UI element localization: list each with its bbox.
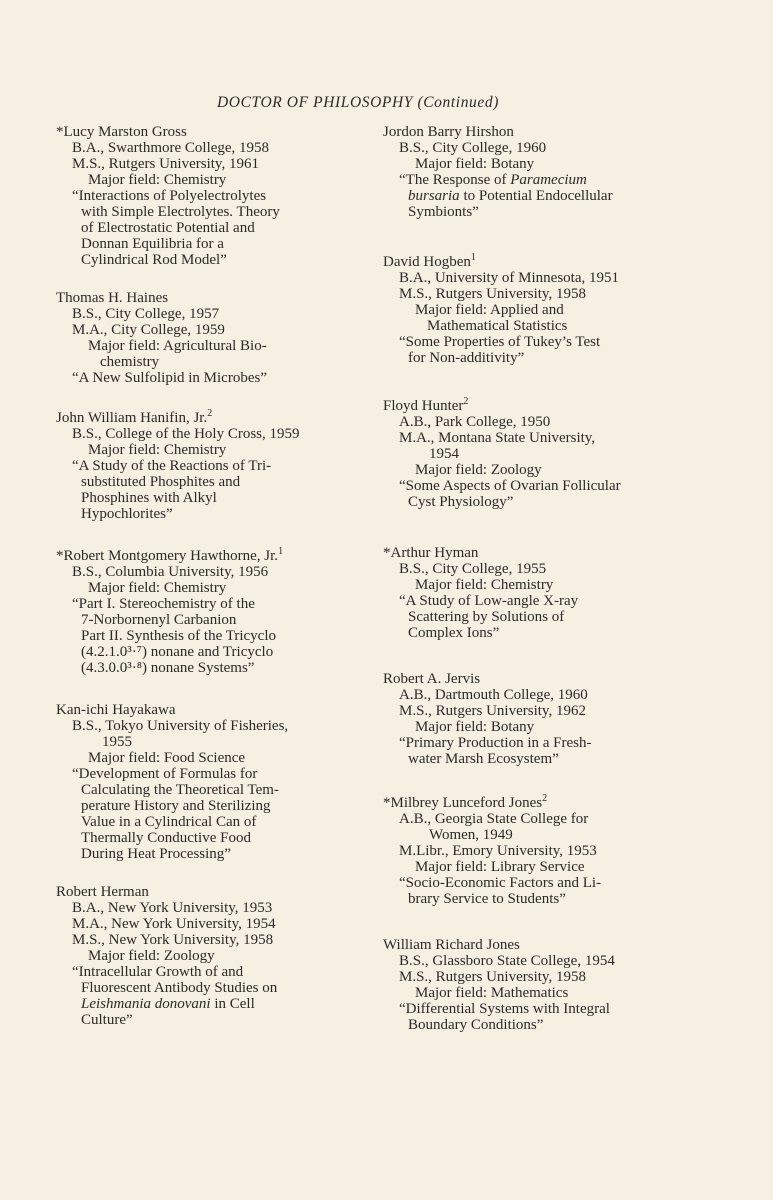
major-field-text: Major field: Agricultural Bio- <box>88 338 267 354</box>
dissertation-title <box>383 593 703 641</box>
dissertation-title-line: 7-Norbornenyl Carbanion <box>81 612 237 628</box>
degree-text: B.S., Columbia University, 1956 <box>72 564 269 580</box>
dissertation-title-line: Calculating the Theoretical Tem- <box>81 782 279 798</box>
dissertation-title-line: Thermally Conductive Food <box>81 830 251 846</box>
graduate-entry <box>383 254 703 366</box>
name-text: *Lucy Marston Gross <box>56 124 187 140</box>
major-field-text: Major field: Zoology <box>88 948 215 964</box>
degree-line <box>56 306 376 322</box>
degree-line <box>56 564 376 580</box>
graduate-name <box>56 884 376 900</box>
major-field-text: Major field: Zoology <box>415 462 542 478</box>
degree-line <box>56 140 376 156</box>
dissertation-title <box>383 334 703 366</box>
dissertation-title <box>383 172 703 220</box>
degree-line <box>383 953 703 969</box>
major-field <box>383 719 703 735</box>
dissertation-title-line: for Non-additivity” <box>408 350 525 366</box>
graduate-entry <box>56 548 376 676</box>
name-text: Kan-ichi Hayakawa <box>56 702 176 718</box>
dissertation-title-line: “Some Aspects of Ovarian Follicular <box>399 478 621 494</box>
major-field <box>383 859 703 875</box>
dissertation-title-line: Boundary Conditions” <box>408 1017 544 1033</box>
dissertation-title-line: “The Response of Paramecium <box>399 172 587 188</box>
graduate-name <box>383 124 703 140</box>
dissertation-title-line: “A Study of the Reactions of Tri- <box>72 458 272 474</box>
degree-line <box>56 156 376 172</box>
major-field-text: Major field: Botany <box>415 156 535 172</box>
degree-text: M.S., Rutgers University, 1958 <box>399 286 586 302</box>
graduate-name <box>56 124 376 140</box>
dissertation-title <box>383 478 703 510</box>
dissertation-title-line: Complex Ions” <box>408 625 500 641</box>
degree-text: Women, 1949 <box>429 827 513 843</box>
dissertation-title-line: “Socio-Economic Factors and Li- <box>399 875 602 891</box>
dissertation-title <box>383 1001 703 1033</box>
graduate-name <box>383 254 703 270</box>
graduate-entry <box>383 398 703 510</box>
graduate-name <box>56 548 376 564</box>
degree-line <box>383 140 703 156</box>
dissertation-title-line: Value in a Cylindrical Can of <box>81 814 257 830</box>
dissertation-title-line: “Part I. Stereochemistry of the <box>72 596 255 612</box>
degree-text: B.A., Swarthmore College, 1958 <box>72 140 270 156</box>
dissertation-title-line: “Primary Production in a Fresh- <box>399 735 592 751</box>
degree-line <box>56 322 376 338</box>
degree-text: M.Libr., Emory University, 1953 <box>399 843 597 859</box>
dissertation-title-line: Hypochlorites” <box>81 506 173 522</box>
major-field-text: Major field: Chemistry <box>88 172 227 188</box>
degree-text: M.A., New York University, 1954 <box>72 916 276 932</box>
major-field <box>56 948 376 964</box>
dissertation-title-line: Fluorescent Antibody Studies on <box>81 980 278 996</box>
major-field-text: chemistry <box>100 354 160 370</box>
degree-line <box>383 969 703 985</box>
name-text: John William Hanifin, Jr. <box>56 410 208 426</box>
footnote-mark: 1 <box>470 252 476 263</box>
degree-line <box>383 703 703 719</box>
dissertation-title-line: Symbionts” <box>408 204 479 220</box>
graduate-entry <box>383 937 703 1033</box>
dissertation-title-line: with Simple Electrolytes. Theory <box>81 204 280 220</box>
degree-text: A.B., Park College, 1950 <box>399 414 551 430</box>
page-title: DOCTOR OF PHILOSOPHY (Continued) <box>217 94 499 111</box>
degree-text: M.S., New York University, 1958 <box>72 932 274 948</box>
graduate-entry <box>56 410 376 522</box>
dissertation-title-line: Cylindrical Rod Model” <box>81 252 227 268</box>
major-field-text: Major field: Library Service <box>415 859 585 875</box>
major-field-text: Major field: Chemistry <box>415 577 554 593</box>
major-field <box>383 577 703 593</box>
degree-text: B.S., Glassboro State College, 1954 <box>399 953 615 969</box>
dissertation-title-line: Donnan Equilibria for a <box>81 236 224 252</box>
dissertation-title-line: bursaria to Potential Endocellular <box>408 188 613 204</box>
degree-line <box>56 932 376 948</box>
dissertation-title-line: Leishmania donovani in Cell <box>81 996 255 1012</box>
degree-text: B.S., City College, 1960 <box>399 140 547 156</box>
graduate-name <box>383 937 703 953</box>
name-text: David Hogben <box>383 254 471 270</box>
dissertation-title <box>56 964 376 1028</box>
degree-line <box>383 286 703 302</box>
dissertation-title-line: Scattering by Solutions of <box>408 609 565 625</box>
degree-text: A.B., Dartmouth College, 1960 <box>399 687 588 703</box>
degree-text: B.A., New York University, 1953 <box>72 900 273 916</box>
degree-line <box>56 900 376 916</box>
degree-text: M.A., City College, 1959 <box>72 322 225 338</box>
dissertation-title-line: of Electrostatic Potential and <box>81 220 255 236</box>
graduate-entry <box>56 290 376 386</box>
degree-text: M.S., Rutgers University, 1961 <box>72 156 259 172</box>
degree-text: B.S., College of the Holy Cross, 1959 <box>72 426 300 442</box>
dissertation-title-line: “Interactions of Polyelectrolytes <box>72 188 267 204</box>
degree-text: B.S., City College, 1955 <box>399 561 547 577</box>
degree-text: M.S., Rutgers University, 1962 <box>399 703 586 719</box>
major-field <box>56 338 376 370</box>
major-field <box>56 172 376 188</box>
dissertation-title-line: (4.2.1.0³·⁷) nonane and Tricyclo <box>81 644 274 660</box>
name-text: *Arthur Hyman <box>383 545 479 561</box>
name-text: Jordon Barry Hirshon <box>383 124 514 140</box>
degree-line <box>383 843 703 859</box>
degree-text: B.A., University of Minnesota, 1951 <box>399 270 619 286</box>
dissertation-title-line: “Development of Formulas for <box>72 766 258 782</box>
major-field-text: Mathematical Statistics <box>427 318 568 334</box>
graduate-name <box>56 702 376 718</box>
name-text: Thomas H. Haines <box>56 290 169 306</box>
degree-text: B.S., Tokyo University of Fisheries, <box>72 718 289 734</box>
major-field <box>56 580 376 596</box>
graduate-name <box>56 410 376 426</box>
dissertation-title-line: “Differential Systems with Integral <box>399 1001 610 1017</box>
graduate-entry <box>383 671 703 767</box>
degree-text: B.S., City College, 1957 <box>72 306 220 322</box>
major-field-text: Major field: Chemistry <box>88 580 227 596</box>
dissertation-title-line: Phosphines with Alkyl <box>81 490 217 506</box>
major-field-text: Major field: Mathematics <box>415 985 569 1001</box>
name-text: Robert Herman <box>56 884 149 900</box>
degree-text: A.B., Georgia State College for <box>399 811 589 827</box>
major-field <box>383 462 703 478</box>
name-text: William Richard Jones <box>383 937 520 953</box>
degree-line <box>56 426 376 442</box>
dissertation-title-line: Cyst Physiology” <box>408 494 514 510</box>
degree-line <box>56 718 376 750</box>
dissertation-title-line: water Marsh Ecosystem” <box>408 751 559 767</box>
dissertation-title <box>56 188 376 268</box>
major-field-text: Major field: Applied and <box>415 302 564 318</box>
degree-line <box>383 687 703 703</box>
dissertation-title <box>56 596 376 676</box>
footnote-mark: 1 <box>278 546 284 557</box>
degree-line <box>383 430 703 462</box>
major-field <box>383 156 703 172</box>
name-text: *Robert Montgomery Hawthorne, Jr. <box>56 548 279 564</box>
footnote-mark: 2 <box>207 408 213 419</box>
degree-text: 1954 <box>429 446 459 462</box>
dissertation-title <box>56 766 376 862</box>
footnote-mark: 2 <box>463 396 469 407</box>
name-text: *Milbrey Lunceford Jones <box>383 795 543 811</box>
dissertation-title-line: “A Study of Low-angle X-ray <box>399 593 579 609</box>
name-text: Floyd Hunter <box>383 398 464 414</box>
degree-text: M.A., Montana State University, <box>399 430 596 446</box>
dissertation-title-line: During Heat Processing” <box>81 846 231 862</box>
degree-text: M.S., Rutgers University, 1958 <box>399 969 586 985</box>
degree-line <box>383 561 703 577</box>
degree-line <box>383 414 703 430</box>
dissertation-title-line: substituted Phosphites and <box>81 474 241 490</box>
major-field <box>383 985 703 1001</box>
graduate-name <box>56 290 376 306</box>
graduate-name <box>383 545 703 561</box>
dissertation-title-line: “Some Properties of Tukey’s Test <box>399 334 601 350</box>
degree-line <box>383 811 703 843</box>
graduate-entry <box>56 884 376 1028</box>
dissertation-title <box>56 458 376 522</box>
graduate-entry <box>383 124 703 220</box>
degree-line <box>383 270 703 286</box>
dissertation-title <box>383 875 703 907</box>
graduate-entry <box>383 545 703 641</box>
dissertation-title-line: (4.3.0.0³·⁸) nonane Systems” <box>81 660 255 676</box>
dissertation-title-line: perature History and Sterilizing <box>81 798 271 814</box>
dissertation-title-line: Part II. Synthesis of the Tricyclo <box>81 628 276 644</box>
dissertation-title-line: “A New Sulfolipid in Microbes” <box>72 370 267 386</box>
graduate-name <box>383 671 703 687</box>
major-field-text: Major field: Botany <box>415 719 535 735</box>
major-field-text: Major field: Food Science <box>88 750 246 766</box>
graduate-name <box>383 795 703 811</box>
major-field <box>56 442 376 458</box>
dissertation-title-line: brary Service to Students” <box>408 891 566 907</box>
degree-text: 1955 <box>102 734 132 750</box>
graduate-entry <box>383 795 703 907</box>
graduate-entry <box>56 702 376 862</box>
major-field <box>383 302 703 334</box>
dissertation-title-line: “Intracellular Growth of and <box>72 964 244 980</box>
major-field-text: Major field: Chemistry <box>88 442 227 458</box>
dissertation-title <box>56 370 376 386</box>
dissertation-title-line: Culture” <box>81 1012 133 1028</box>
name-text: Robert A. Jervis <box>383 671 481 687</box>
footnote-mark: 2 <box>542 793 548 804</box>
graduate-name <box>383 398 703 414</box>
dissertation-title <box>383 735 703 767</box>
major-field <box>56 750 376 766</box>
graduate-entry <box>56 124 376 268</box>
degree-line <box>56 916 376 932</box>
